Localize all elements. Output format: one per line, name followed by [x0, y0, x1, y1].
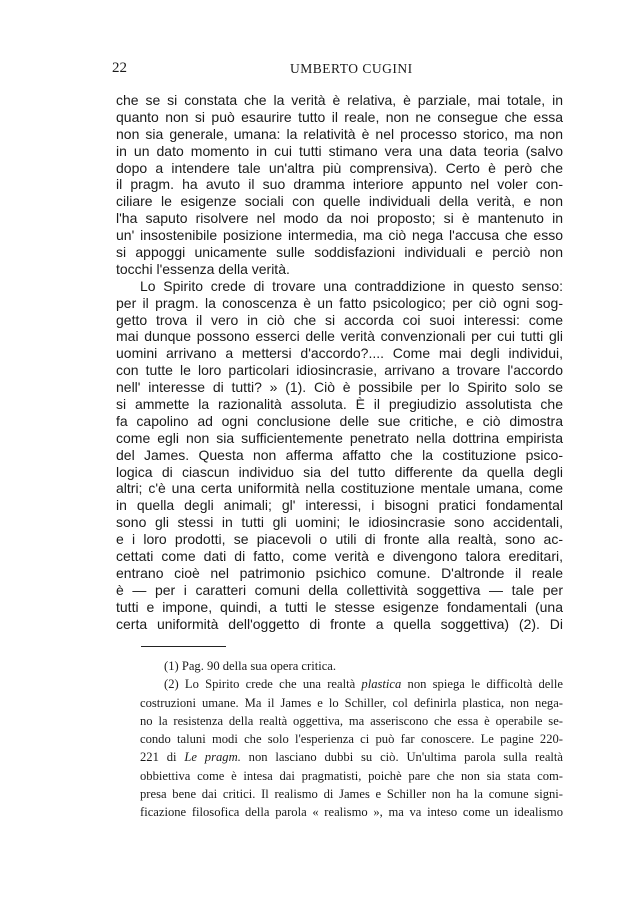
text-line: nell' interesse di tutti? » (1). Ciò è possibile per lo Spirito solo se [116, 379, 563, 396]
text-line: il pragm. ha avuto il suo dramma interiore appunto nel voler con- [116, 176, 563, 193]
text-line: Lo Spirito crede di trovare una contraddizione in questo senso: [140, 277, 563, 294]
text-line: è — per i caratteri comuni della collettività soggettiva — tale per [116, 581, 563, 598]
running-head: UMBERTO CUGINI [290, 61, 413, 76]
text-line: in un dato momento in cui tutti stimano vera una data teoria (salvo [116, 142, 563, 159]
footnote-line: (2) Lo Spirito crede che una realtà plastica non spiega le difficoltà delle [164, 677, 563, 692]
footnote-line: ficazione filosofica della parola « realismo », ma va inteso come un idealismo [140, 805, 563, 820]
text-line: mai dunque possono esserci delle verità convenzionali per cui tutti gli [116, 328, 563, 345]
text-line: si appoggi unicamente sulle soddisfazioni individuali e perciò non [116, 244, 563, 261]
footnote-divider [141, 646, 226, 647]
text-line: uomini arrivano a mettersi d'accordo?.... Come mai degli individui, [116, 345, 563, 362]
footnotes [140, 657, 563, 822]
text-line: sono gli stessi in tutti gli uomini; le idiosincrasie sono accidentali, [116, 514, 563, 531]
footnote-line: 221 di Le pragm. non lasciano dubbi su ciò. Un'ultima parola sulla realtà [140, 750, 564, 765]
footnote-line: no la resistenza della realtà oggettiva, ma asseriscono che essa è operabile se- [140, 713, 563, 728]
text-line: e i loro prodotti, se piacevoli o utili di fronte alla realtà, sono ac- [116, 531, 563, 548]
text-line: certa uniformità dell'oggetto di fronte a quella soggettiva) (2). Di [116, 615, 563, 632]
body-text [116, 92, 563, 633]
footnote-line: presa bene dai critici. Il realismo di James e Schiller non ha la comune signi- [140, 787, 563, 802]
footnote-line: (1) Pag. 90 della sua opera critica. [164, 659, 337, 673]
text-line: altri; c'è una certa uniformità nella costituzione mentale umana, come [116, 480, 563, 497]
text-line: entrano cioè nel patrimonio psichico comune. D'altronde il reale [116, 564, 563, 581]
text-line: del James. Questa non afferma affatto che la costituzione psico- [116, 446, 563, 463]
footnote-line: condo taluni modi che solo l'esperienza ci può far conoscere. Le pagine 220- [140, 732, 563, 747]
text-line: in quella degli animali; gl' interessi, i bisogni pratici fondamental [116, 497, 563, 514]
text-line: quanto non si può esaurire tutto il reale, non ne consegue che essa [116, 108, 563, 125]
text-line: si ammette la razionalità assoluta. È il pregiudizio assolutista che [116, 396, 563, 413]
page-number: 22 [112, 60, 127, 76]
text-line: tocchi l'essenza della verità. [116, 260, 290, 277]
text-line: cettati come dati di fatto, come verità e divengono talora ereditari, [116, 548, 563, 565]
text-line: dopo a intendere tale un'altra più comprensiva). Certo è però che [116, 159, 563, 176]
text-line: l'ha saputo risolvere nel modo da noi proposto; si è mantenuto in [116, 210, 563, 227]
text-line: un' insostenibile posizione intermedia, ma ciò nega l'accusa che esso [116, 227, 563, 244]
text-line: per il pragm. la conoscenza è un fatto psicologico; per ciò ogni sog- [116, 294, 563, 311]
footnote-line: costruzioni umane. Ma il James e lo Schiller, col definirla plastica, non nega- [140, 695, 563, 710]
text-line: getto trova il vero in ciò che si accorda coi suoi interessi: come [116, 311, 563, 328]
text-line: che se si constata che la verità è relativa, è parziale, mai totale, in [116, 92, 563, 108]
text-line: come egli non sia sufficientemente penetrato nella dottrina empirista [116, 429, 563, 446]
text-line: logica di ciascun individuo sia del tutto differente da quella degli [116, 463, 563, 480]
text-line: tutti e impone, quindi, a tutti le stesse esigenze fondamentali (una [116, 598, 563, 615]
footnote-line: obbiettiva come è intesa dai pragmatisti, poichè pare che non sia stata com- [140, 768, 563, 783]
text-line: non sia generale, umana: la relatività è nel processo storico, ma non [116, 125, 563, 142]
text-line: con tutte le loro particolari idiosincrasie, arrivano a trovare l'accordo [116, 362, 563, 379]
text-line: fa capolino ad ogni conclusione delle sue critiche, e ciò dimostra [116, 412, 563, 429]
text-line: ciliare le esigenze sociali con quelle individuali della verità, e non [116, 193, 563, 210]
